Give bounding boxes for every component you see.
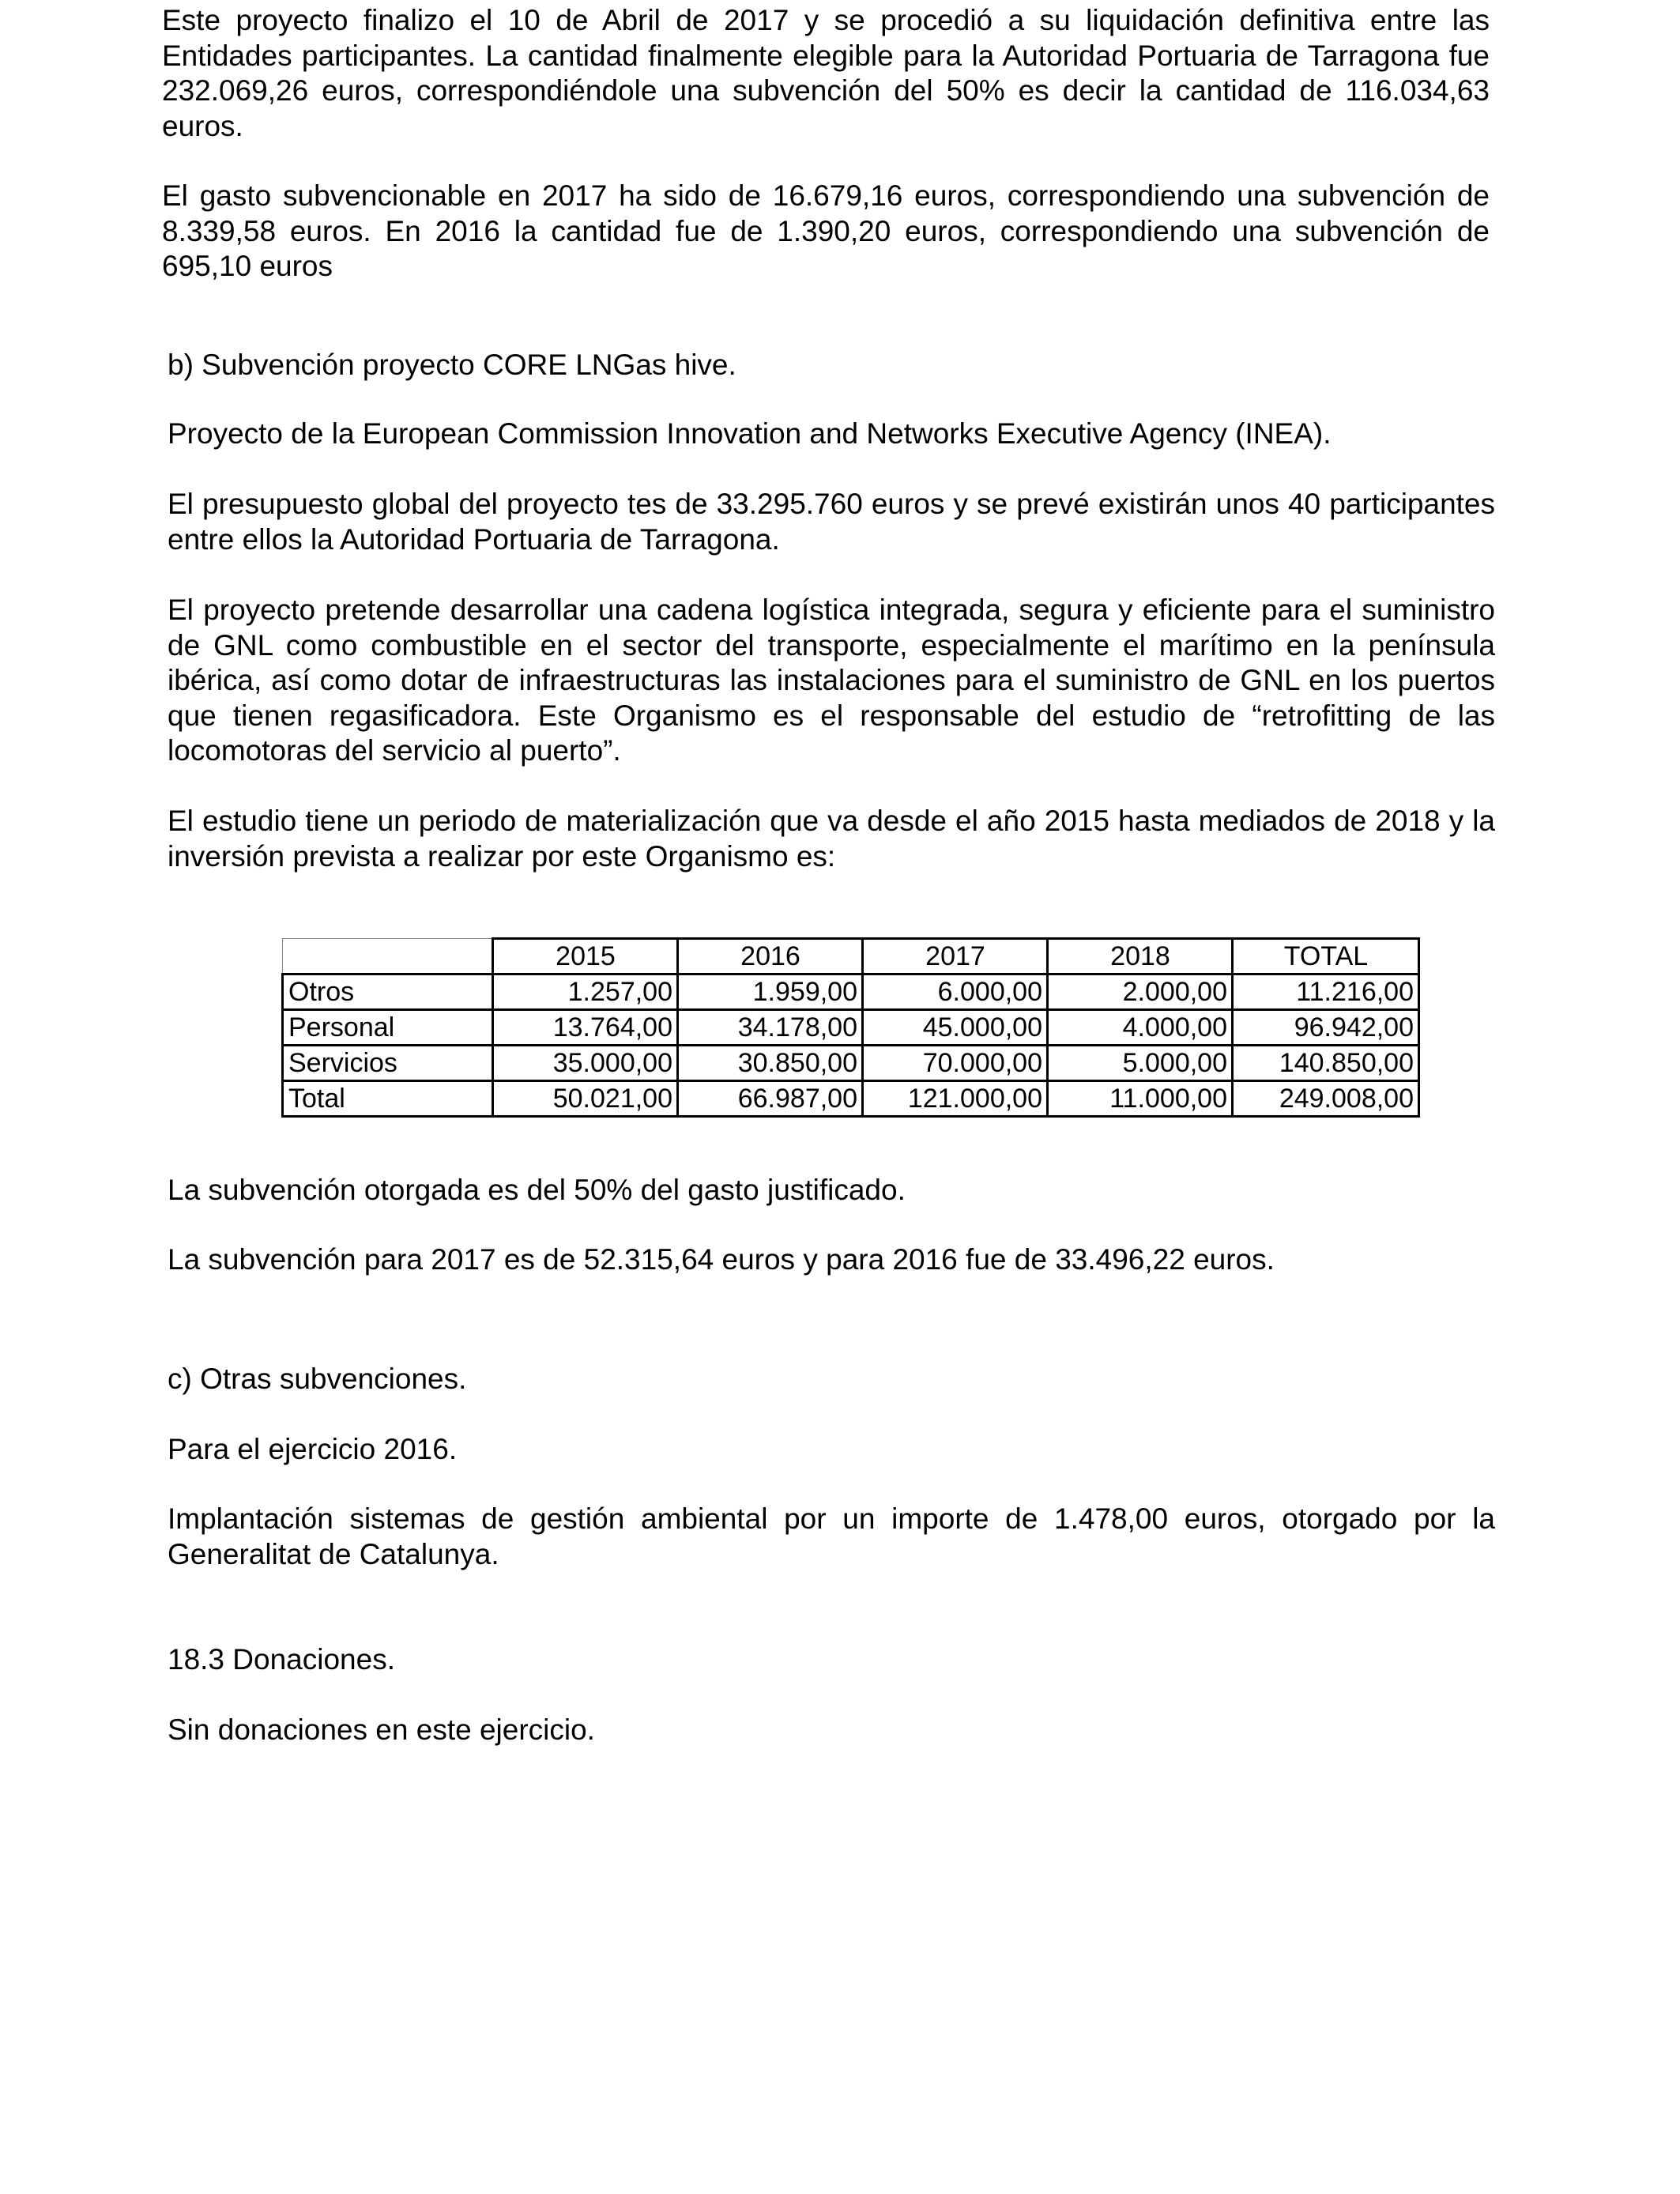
- table-cell: 249.008,00: [1233, 1081, 1419, 1117]
- table-header-cell: 2018: [1048, 939, 1233, 974]
- table-cell: 6.000,00: [863, 974, 1048, 1010]
- table-cell: 5.000,00: [1048, 1046, 1233, 1081]
- table-cell: 4.000,00: [1048, 1010, 1233, 1046]
- table-row-label: Personal: [283, 1010, 493, 1046]
- table-row: [283, 974, 1419, 1010]
- table-header-cell: TOTAL: [1233, 939, 1419, 974]
- paragraph-project-goal: El proyecto pretende desarrollar una cadena logística integrada, segura y eficiente para el suministro de GNL como combustible en el sector del transporte, especialmente el marítimo en la península ibérica, así como dotar de infraestructuras las instalaciones para el suministro de GNL en los puertos que tienen regasificadora. Este Organismo es el responsable del estudio de “retrofitting de las locomotoras del servicio al puerto”.: [168, 594, 1495, 767]
- table-cell: 2.000,00: [1048, 974, 1233, 1010]
- table-row: [283, 1046, 1419, 1081]
- paragraph-fiscal-year: Para el ejercicio 2016.: [168, 1433, 458, 1465]
- paragraph-global-budget: El presupuesto global del proyecto tes de 33.295.760 euros y se prevé existirán unos 40 participantes entre ellos la Autoridad Portuaria de Tarragona.: [168, 488, 1495, 556]
- investment-table: [281, 937, 1420, 1118]
- table-cell: 70.000,00: [863, 1046, 1048, 1081]
- table-cell: 35.000,00: [493, 1046, 678, 1081]
- table-cell: 13.764,00: [493, 1010, 678, 1046]
- table-cell: 66.987,00: [678, 1081, 863, 1117]
- paragraph-subsidy-percentage: La subvención otorgada es del 50% del gasto justificado.: [168, 1174, 906, 1206]
- paragraph-subsidy-amounts: La subvención para 2017 es de 52.315,64 euros y para 2016 fue de 33.496,22 euros.: [168, 1243, 1275, 1276]
- table-header-cell: 2017: [863, 939, 1048, 974]
- table-cell: 11.216,00: [1233, 974, 1419, 1010]
- heading-other-subsidies: c) Otras subvenciones.: [168, 1363, 467, 1395]
- table-header-row: [283, 939, 1419, 974]
- table-cell: 45.000,00: [863, 1010, 1048, 1046]
- table-row-label: Servicios: [283, 1046, 493, 1081]
- heading-donations: 18.3 Donaciones.: [168, 1643, 395, 1676]
- paragraph-inea: Proyecto de la European Commission Innovation and Networks Executive Agency (INEA).: [168, 417, 1332, 450]
- table-header-cell: 2015: [493, 939, 678, 974]
- table-cell: 30.850,00: [678, 1046, 863, 1081]
- paragraph-no-donations: Sin donaciones en este ejercicio.: [168, 1713, 595, 1746]
- paragraph-project-liquidation: Este proyecto finalizo el 10 de Abril de 2017 y se procedió a su liquidación definitiva entre las Entidades participantes. La cantidad finalmente elegible para la Autoridad Portuaria de Tarragona fue 232.069,26 euros, correspondiéndole una subvención del 50% es decir la cantidad de 116.034,63 euros.: [162, 4, 1490, 142]
- table-row: [283, 1010, 1419, 1046]
- table-cell: 96.942,00: [1233, 1010, 1419, 1046]
- table-row-label: Otros: [283, 974, 493, 1010]
- heading-core-lngas-hive: b) Subvención proyecto CORE LNGas hive.: [168, 349, 736, 381]
- table-cell: 11.000,00: [1048, 1081, 1233, 1117]
- table-row-total: [283, 1081, 1419, 1117]
- table-row-label: Total: [283, 1081, 493, 1117]
- table-corner-cell: [283, 939, 493, 974]
- table-cell: 1.257,00: [493, 974, 678, 1010]
- paragraph-study-period: El estudio tiene un periodo de materialización que va desde el año 2015 hasta mediados de 2018 y la inversión prevista a realizar por este Organismo es:: [168, 805, 1495, 873]
- paragraph-environmental-management: Implantación sistemas de gestión ambiental por un importe de 1.478,00 euros, otorgado por la Generalitat de Catalunya.: [168, 1502, 1495, 1570]
- table-cell: 140.850,00: [1233, 1046, 1419, 1081]
- table-cell: 121.000,00: [863, 1081, 1048, 1117]
- table-cell: 1.959,00: [678, 974, 863, 1010]
- table-cell: 50.021,00: [493, 1081, 678, 1117]
- table-cell: 34.178,00: [678, 1010, 863, 1046]
- paragraph-subsidizable-expense: El gasto subvencionable en 2017 ha sido de 16.679,16 euros, correspondiendo una subvención de 8.339,58 euros. En 2016 la cantidad fue de 1.390,20 euros, correspondiendo una subvención de 695,10 euros: [162, 179, 1490, 282]
- table-header-cell: 2016: [678, 939, 863, 974]
